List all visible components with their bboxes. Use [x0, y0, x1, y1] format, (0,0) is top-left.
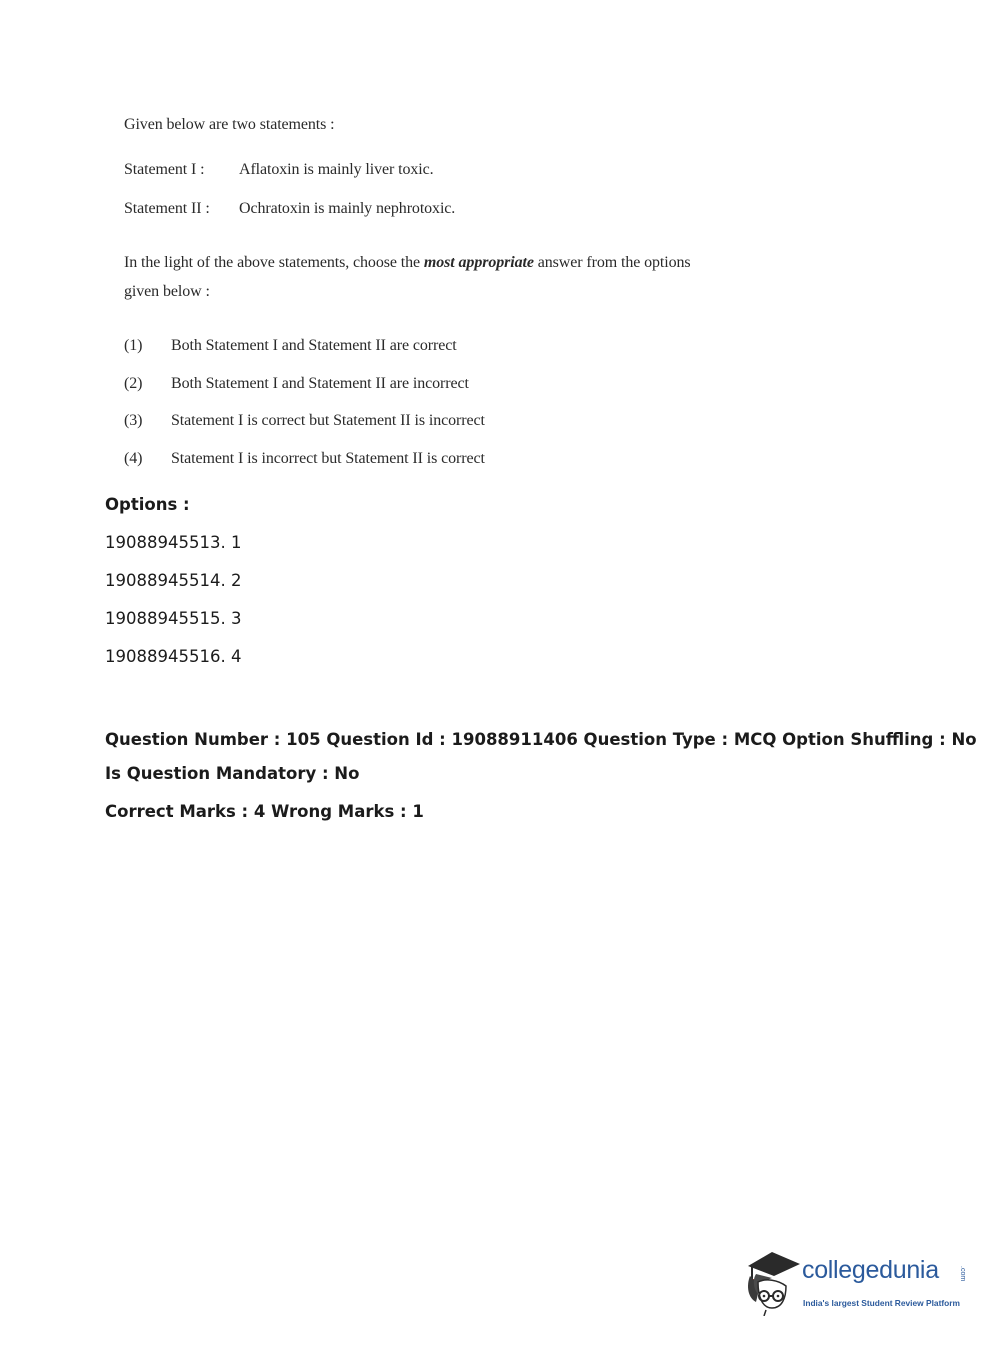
- statement-2: [124, 200, 724, 222]
- choice-3: [124, 412, 724, 434]
- statement-label: Statement II :: [124, 200, 210, 217]
- choice-number: (2): [124, 375, 143, 392]
- question-intro: Given below are two statements :: [124, 116, 335, 133]
- instruction-emphasis: most appropriate: [423, 254, 534, 271]
- instruction-post: answer from the options: [533, 254, 691, 271]
- mandatory-status: Is Question Mandatory : No: [105, 764, 360, 783]
- choice-number: (4): [124, 450, 143, 467]
- options-heading: Options :: [105, 495, 190, 514]
- choice-2: [124, 375, 724, 397]
- choice-text: Both Statement I and Statement II are correct: [171, 337, 457, 354]
- choice-text: Statement I is correct but Statement II is incorrect: [171, 412, 485, 429]
- marks-info: Correct Marks : 4 Wrong Marks : 1: [105, 802, 424, 821]
- instruction-line-1: [124, 254, 691, 272]
- choice-number: (1): [124, 337, 143, 354]
- option-item: 19088945513. 1: [105, 533, 242, 552]
- instruction-line-2: given below :: [124, 283, 210, 300]
- logo-suffix: .com: [959, 1266, 966, 1282]
- logo-tagline: India's largest Student Review Platform: [803, 1298, 960, 1308]
- collegedunia-logo: [742, 1246, 972, 1320]
- statement-text: Ochratoxin is mainly nephrotoxic.: [239, 200, 456, 217]
- option-item: 19088945515. 3: [105, 609, 242, 628]
- choice-text: Statement I is incorrect but Statement II is correct: [171, 450, 485, 467]
- statement-label: Statement I :: [124, 161, 205, 178]
- question-meta: Question Number : 105 Question Id : 19088911406 Question Type : MCQ Option Shuffling : No: [105, 730, 977, 749]
- option-item: 19088945516. 4: [105, 647, 242, 666]
- logo-wordmark: collegedunia: [802, 1256, 939, 1284]
- statement-text: Aflatoxin is mainly liver toxic.: [239, 161, 434, 178]
- choice-number: (3): [124, 412, 143, 429]
- student-mascot-icon: [742, 1246, 802, 1316]
- instruction-pre: In the light of the above statements, choose the: [124, 254, 424, 271]
- choice-4: [124, 450, 724, 472]
- choice-1: [124, 337, 724, 359]
- option-item: 19088945514. 2: [105, 571, 242, 590]
- choice-text: Both Statement I and Statement II are incorrect: [171, 375, 469, 392]
- statement-1: [124, 161, 724, 183]
